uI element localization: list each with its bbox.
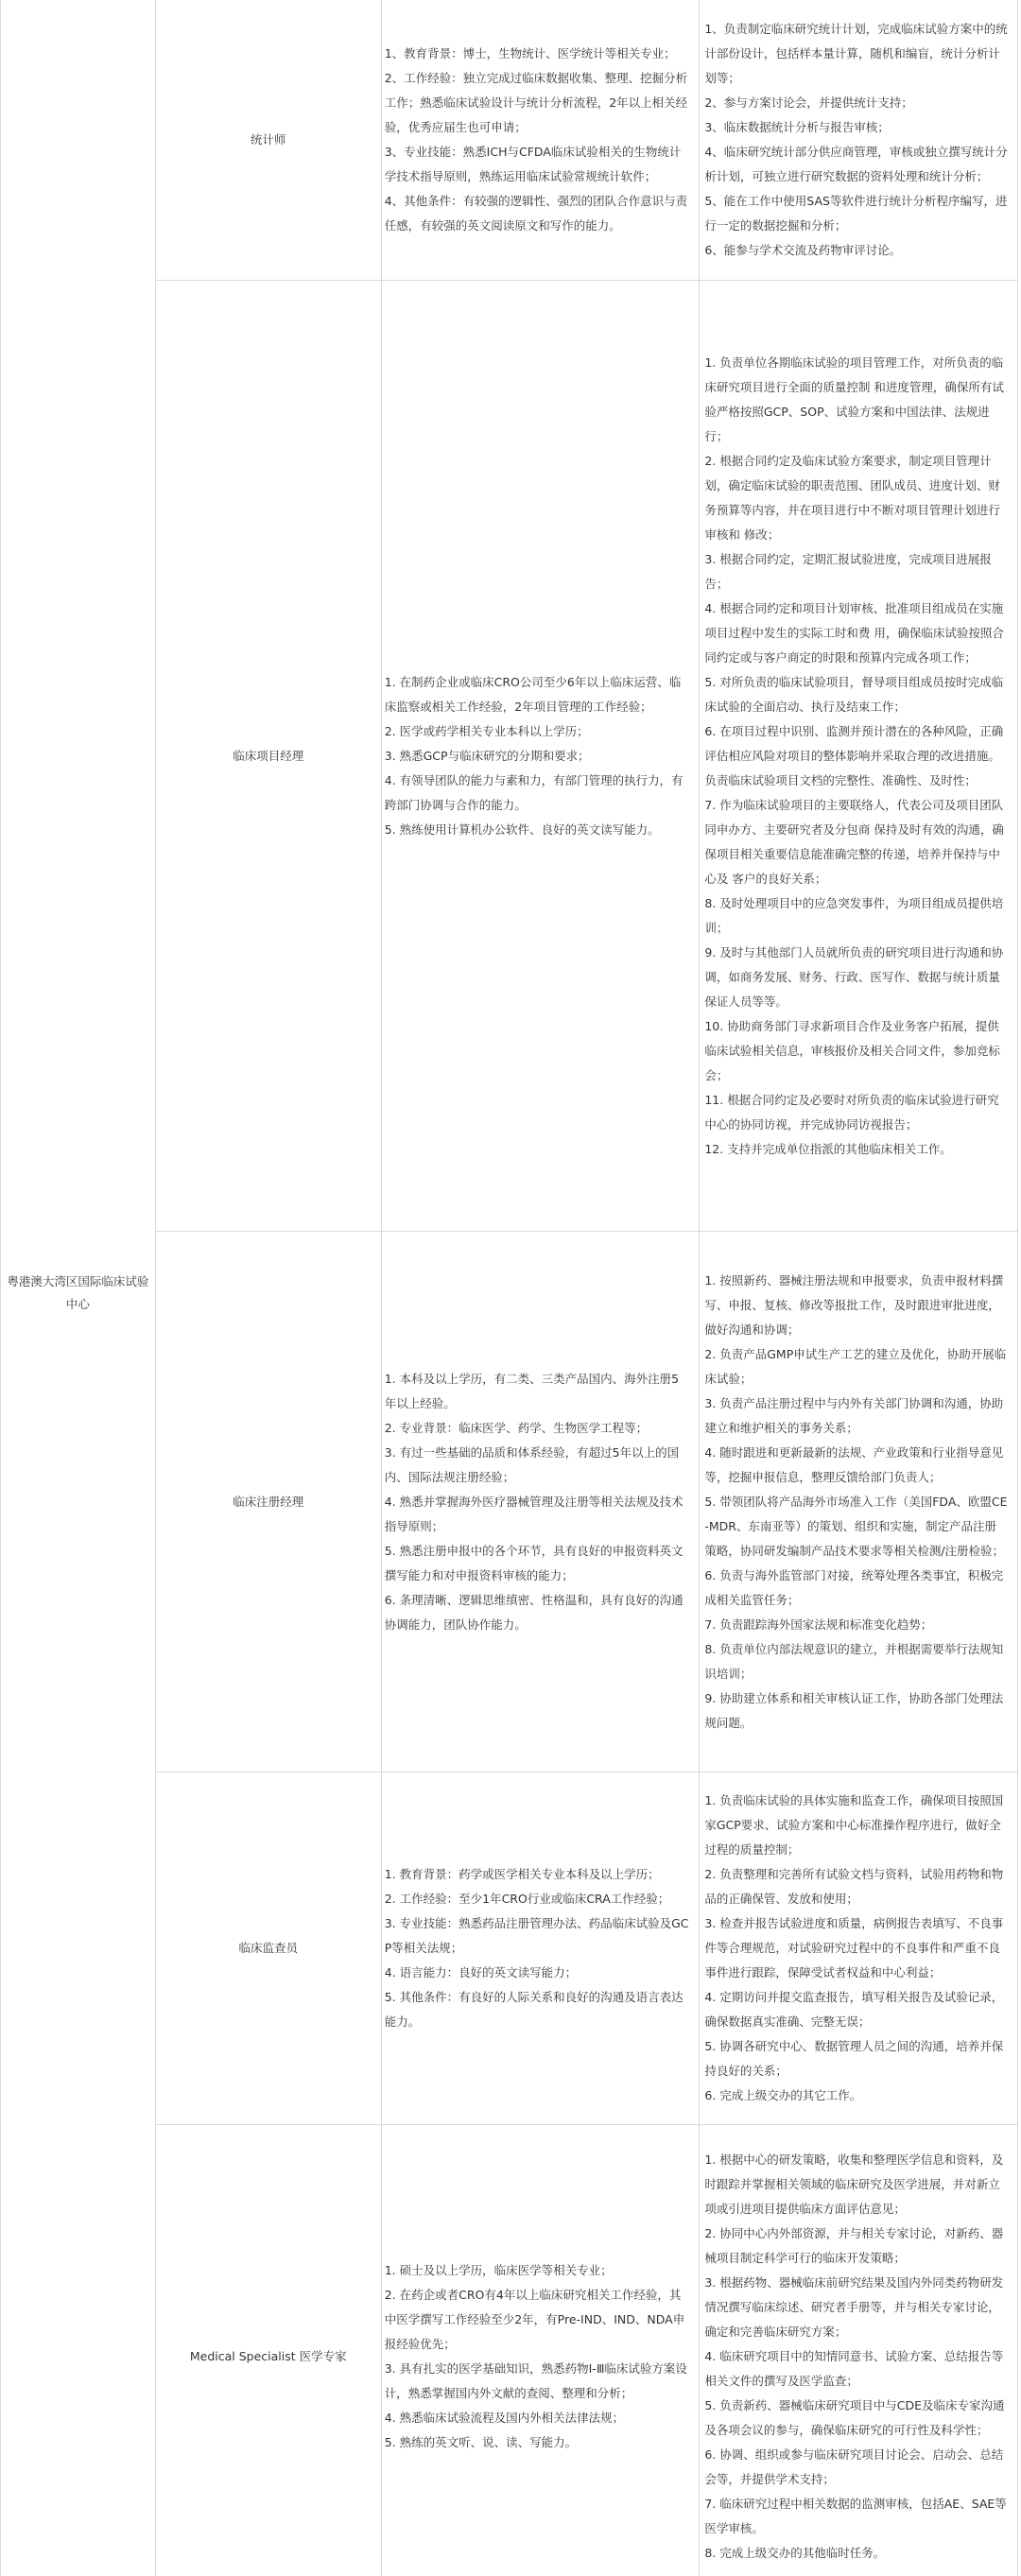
requirements-list [382, 670, 700, 842]
job-title: 统计师 [250, 131, 286, 147]
duty-item: 11. 根据合同约定及必要时对所负责的临床试验进行研究中心的协同访视，并完成协同访视报告； [704, 1092, 999, 1132]
duties-cell [700, 281, 1018, 1232]
duty-item: 5. 协调各研究中心、数据管理人员之间的沟通，培养并保持良好的关系； [704, 2039, 1004, 2078]
duty-item: 6. 完成上级交办的其它工作。 [704, 2088, 862, 2102]
duty-item: 12. 支持并完成单位指派的其他临床相关工作。 [704, 1141, 952, 1156]
duty-item: 5. 负责新药、器械临床研究项目中与CDE及临床专家沟通及各项会议的参与，确保临床研究的可行性及科学性； [704, 2397, 1005, 2437]
requirement-item: 1. 硕士及以上学历，临床医学等相关专业； [384, 2262, 613, 2277]
duty-item: 2、参与方案讨论会，并提供统计支持； [704, 95, 913, 110]
requirements-cell [381, 2125, 700, 2576]
requirement-item: 5. 熟悉注册申报中的各个环节，具有良好的申报资料英文撰写能力和对申报资料审核的能力； [384, 1543, 684, 1582]
duties-list [700, 17, 1017, 263]
org-name-cell [1, 0, 156, 2576]
duty-item: 2. 负责产品GMP申试生产工艺的建立及优化，协助开展临床试验； [704, 1346, 1007, 1386]
duties-cell [700, 1772, 1018, 2125]
requirements-list [382, 1862, 700, 2034]
requirement-item: 3. 有过一些基础的品质和体系经验，有超过5年以上的国内、国际法规注册经验； [384, 1444, 680, 1484]
requirements-list [382, 2258, 700, 2455]
duty-item: 6. 负责与海外监管部门对接，统筹处理各类事宜，积极完成相关监管任务； [704, 1567, 1004, 1607]
job-title-cell [155, 1232, 381, 1772]
duty-item: 2. 协同中心内外部资源，并与相关专家讨论，对新药、器械项目制定科学可行的临床开发策略； [704, 2225, 1004, 2265]
duty-item: 5. 对所负责的临床试验项目，督导项目组成员按时完成临床试验的全面启动、执行及结束工作； [704, 674, 1004, 714]
requirement-item: 3. 熟悉GCP与临床研究的分期和要求； [384, 748, 590, 763]
duty-item: 3. 根据药物、器械临床前研究结果及国内外同类药物研发情况撰写临床综述、研究者手册等，并与相关专家讨论，确定和完善临床研究方案； [704, 2274, 1004, 2339]
duty-item: 3、临床数据统计分析与报告审核； [704, 119, 890, 134]
duty-item: 3. 检查并报告试验进度和质量，病例报告表填写、不良事件等合理规范，对试验研究过程中的不良事件和严重不良事件进行跟踪，保障受试者权益和中心利益； [704, 1916, 1004, 1980]
duty-item: 3. 根据合同约定，定期汇报试验进度，完成项目进展报告； [704, 551, 992, 591]
requirement-item: 1. 本科及以上学历，有二类、三类产品国内、海外注册5年以上经验。 [384, 1371, 680, 1410]
requirement-item: 1、教育背景：博士，生物统计、医学统计等相关专业； [384, 45, 676, 61]
duty-item: 8. 负责单位内部法规意识的建立，并根据需要举行法规知识培训； [704, 1641, 1004, 1681]
duties-cell [700, 2125, 1018, 2576]
duty-item: 8. 及时处理项目中的应急突发事件，为项目组成员提供培训； [704, 895, 1004, 935]
duty-item: 3. 负责产品注册过程中与内外有关部门协调和沟通，协助建立和维护相关的事务关系； [704, 1395, 1004, 1435]
requirement-item: 3. 专业技能：熟悉药品注册管理办法、药品临床试验及GCP等相关法规； [384, 1916, 689, 1955]
job-title: 临床项目经理 [233, 748, 304, 763]
duty-item: 4. 临床研究项目中的知情同意书、试验方案、总结报告等相关文件的撰写及医学监查； [704, 2348, 1004, 2388]
requirements-cell [381, 281, 700, 1232]
duty-item: 1. 负责临床试验的具体实施和监查工作，确保项目按照国家GCP要求、试验方案和中心标准操作程序进行，做好全过程的质量控制； [704, 1793, 1004, 1857]
duty-item: 5、能在工作中使用SAS等软件进行统计分析程序编写，进行一定的数据挖掘和分析； [704, 193, 1008, 233]
job-title-cell [155, 281, 381, 1232]
duty-item: 1. 负责单位各期临床试验的项目管理工作，对所负责的临床研究项目进行全面的质量控制 和进度管理，确保所有试验严格按照GCP、SOP、试验方案和中国法律、法规进行； [704, 354, 1004, 443]
requirements-list [382, 42, 700, 238]
duty-item: 9. 及时与其他部门人员就所负责的研究项目进行沟通和协调，如商务发展、财务、行政、医写作、数据与统计质量保证人员等等。 [704, 944, 1004, 1009]
requirement-item: 1. 在制药企业或临床CRO公司至少6年以上临床运营、临床监察或相关工作经验，2年项目管理的工作经验； [384, 674, 682, 714]
requirement-item: 4. 熟悉临床试验流程及国内外相关法律法规； [384, 2410, 625, 2425]
duty-item: 5. 带领团队将产品海外市场准入工作（美国FDA、欧盟CE-MDR、东南亚等）的策划、组织和实施，制定产品注册策略，协同研发编制产品技术要求等相关检测/注册检验； [704, 1494, 1008, 1558]
duty-item: 7. 负责跟踪海外国家法规和标准变化趋势； [704, 1616, 933, 1632]
duty-item: 7. 作为临床试验项目的主要联络人，代表公司及项目团队同申办方、主要研究者及分包商 保持及时有效的沟通，确保项目相关重要信息能准确完整的传递，培养并保持与中心及 客户的良好关系； [704, 797, 1004, 886]
duty-item: 4. 随时跟进和更新最新的法规、产业政策和行业指导意见等，挖掘申报信息，整理反馈给部门负责人； [704, 1444, 1004, 1484]
duty-item: 4. 根据合同约定和项目计划审核、批准项目组成员在实施项目过程中发生的实际工时和费 用，确保临床试验按照合同约定或与客户商定的时限和预算内完成各项工作； [704, 600, 1004, 665]
job-table-body [1, 0, 1018, 2576]
duties-list [700, 2148, 1017, 2566]
duty-item: 1、负责制定临床研究统计计划，完成临床试验方案中的统计部份设计，包括样本量计算，随机和编盲，统计分析计划等； [704, 21, 1008, 85]
duty-item: 2. 根据合同约定及临床试验方案要求，制定项目管理计划，确定临床试验的职责范围、团队成员、进度计划、财务预算等内容，并在项目进行中不断对项目管理计划进行审核和 修改； [704, 453, 1000, 542]
requirement-item: 1. 教育背景：药学或医学相关专业本科及以上学历； [384, 1867, 660, 1881]
requirement-item: 5. 熟练的英文听、说、读、写能力。 [384, 2434, 578, 2449]
requirement-item: 2. 医学或药学相关专业本科以上学历； [384, 723, 589, 738]
duties-cell [700, 0, 1018, 281]
duty-item: 9. 协助建立体系和相关审核认证工作，协助各部门处理法规问题。 [704, 1690, 1004, 1730]
duties-cell [700, 1232, 1018, 1772]
requirements-cell [381, 1232, 700, 1772]
duty-item: 2. 负责整理和完善所有试验文档与资料，试验用药物和物品的正确保管、发放和使用； [704, 1867, 1004, 1906]
duty-item: 6. 协调、组织或参与临床研究项目讨论会、启动会、总结会等，并提供学术支持； [704, 2446, 1004, 2486]
requirement-item: 4、其他条件：有较强的逻辑性、强烈的团队合作意识与责任感，有较强的英文阅读原文和写作的能力。 [384, 193, 688, 233]
duty-item: 4、临床研究统计部分供应商管理，审核或独立撰写统计分析计划，可独立进行研究数据的资料处理和统计分析； [704, 144, 1008, 183]
job-title-cell [155, 2125, 381, 2576]
duty-item: 6. 在项目过程中识别、监测并预计潜在的各种风险，正确评估相应风险对项目的整体影响并采取合理的改进措施。负责临床试验项目文档的完整性、准确性、及时性； [704, 723, 1004, 787]
requirement-item: 4. 有领导团队的能力与素和力，有部门管理的执行力，有跨部门协调与合作的能力。 [384, 772, 684, 812]
requirements-list [382, 1367, 700, 1637]
job-title: Medical Specialist 医学专家 [189, 2348, 347, 2363]
duties-list [700, 351, 1017, 1162]
duty-item: 4. 定期访问并提交监查报告，填写相关报告及试验记录，确保数据真实准确、完整无误； [704, 1990, 1004, 2029]
requirement-item: 5. 熟练使用计算机办公软件、良好的英文读写能力。 [384, 821, 660, 837]
job-title-cell [155, 0, 381, 281]
org-name: 粤港澳大湾区国际临床试验中心 [7, 1274, 149, 1311]
duty-item: 8. 完成上级交办的其他临时任务。 [704, 2545, 886, 2560]
requirement-item: 6. 条理清晰、逻辑思维缜密、性格温和，具有良好的沟通协调能力，团队协作能力。 [384, 1592, 684, 1632]
duty-item: 6、能参与学术交流及药物审评讨论。 [704, 242, 902, 257]
requirement-item: 3、专业技能：熟悉ICH与CFDA临床试验相关的生物统计学技术指导原则，熟练运用临床试验常规统计软件； [384, 144, 682, 183]
duty-item: 10. 协助商务部门寻求新项目合作及业务客户拓展，提供临床试验相关信息，审核报价及相关合同文件，参加竞标会； [704, 1018, 1000, 1082]
job-row-statistician [1, 0, 1018, 281]
duty-item: 7. 临床研究过程中相关数据的监测审核，包括AE、SAE等医学审核。 [704, 2496, 1007, 2535]
duties-list [700, 1789, 1017, 2108]
requirements-cell [381, 0, 700, 281]
duty-item: 1. 按照新药、器械注册法规和申报要求，负责申报材料撰写、申报、复核、修改等报批工作，及时跟进审批进度，做好沟通和协调； [704, 1272, 1004, 1337]
requirement-item: 2、工作经验：独立完成过临床数据收集、整理、挖掘分析工作；熟悉临床试验设计与统计分析流程，2年以上相关经验，优秀应届生也可申请； [384, 70, 688, 134]
requirement-item: 3. 具有扎实的医学基础知识，熟悉药物Ⅰ-Ⅲ临床试验方案设计，熟悉掌握国内外文献的查阅、整理和分析； [384, 2360, 687, 2400]
job-title: 临床监查员 [238, 1941, 298, 1955]
job-title-cell [155, 1772, 381, 2125]
requirement-item: 4. 熟悉并掌握海外医疗器械管理及注册等相关法规及技术指导原则； [384, 1494, 684, 1533]
requirement-item: 2. 工作经验：至少1年CRO行业或临床CRA工作经验； [384, 1892, 670, 1906]
requirement-item: 4. 语言能力：良好的英文读写能力； [384, 1965, 578, 1980]
requirement-item: 2. 在药企或者CRO有4年以上临床研究相关工作经验，其中医学撰写工作经验至少2年，有Pre-IND、IND、NDA申报经验优先； [384, 2287, 685, 2351]
duties-list [700, 1269, 1017, 1736]
requirement-item: 2. 专业背景：临床医学、药学、生物医学工程等； [384, 1420, 649, 1435]
requirement-item: 5. 其他条件：有良好的人际关系和良好的沟通及语言表达能力。 [384, 1990, 684, 2029]
requirements-cell [381, 1772, 700, 2125]
job-title: 临床注册经理 [233, 1494, 304, 1509]
duty-item: 1. 根据中心的研发策略，收集和整理医学信息和资料，及时跟踪并掌握相关领域的临床研究及医学进展，并对新立项或引进项目提供临床方面评估意见； [704, 2152, 1004, 2216]
